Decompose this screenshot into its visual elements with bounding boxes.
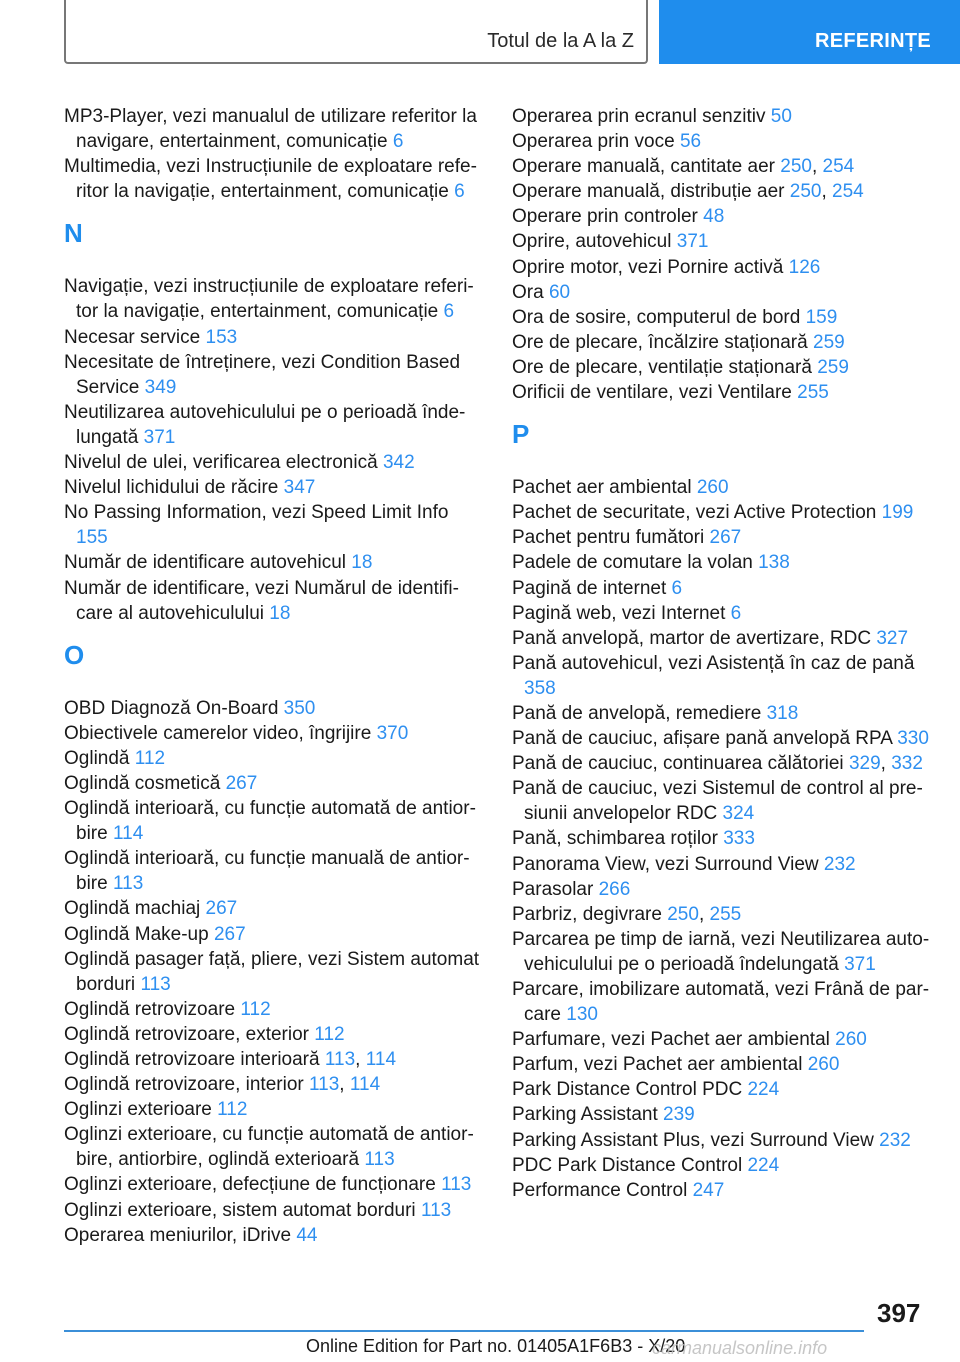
page-reference-link[interactable]: 332 [891,753,923,775]
index-entry-term: Oglindă [64,747,130,769]
page-reference-link[interactable]: 159 [805,306,838,328]
page-reference-link[interactable]: 254 [832,181,864,203]
index-entry-term: Oglindă Make-up [64,923,209,945]
page-reference-link[interactable]: 342 [382,452,415,474]
index-entry-term: MP3-Player, vezi manualul de utilizare referitor la navigare, entertainment, comunicație [64,106,477,153]
index-entry [64,475,484,500]
index-entry [512,280,932,305]
index-entry [64,721,484,746]
index-entry-term: Oglindă interioară, cu funcție manuală de antior‐bire [64,848,470,895]
page-reference-link[interactable]: 224 [747,1079,780,1101]
index-entry-term: Padele de comutare la volan [512,552,753,574]
page-reference-link[interactable]: 60 [548,281,571,303]
index-entry [64,922,484,947]
page-reference-link[interactable]: 155 [76,527,108,549]
page-reference-link[interactable]: 130 [566,1004,598,1026]
index-entry [512,1077,932,1102]
index-entry-term: Obiectivele camerelor video, îngrijire [64,722,372,744]
index-entry-term: Parasolar [512,878,594,900]
index-entry-term: Oglindă pasager față, pliere, vezi Sistem automat borduri [64,948,480,995]
page-reference-link[interactable]: 6 [392,131,404,153]
index-entry [64,1097,484,1122]
index-entry [64,400,484,450]
watermark: carmanualsonline.info [652,1338,828,1358]
index-entry-term: Parfumare, vezi Pachet aer ambiental [512,1029,830,1051]
index-entry [512,701,932,726]
index-entry [512,977,932,1027]
page-reference-link[interactable]: 267 [213,923,246,945]
index-entry-term: Oglinzi exterioare, sistem automat borduri [64,1199,416,1221]
index-entry-term: Oprire motor, vezi Pornire activă [512,256,784,278]
page-reference-link[interactable]: 267 [709,527,742,549]
index-entry-term: Nivelul lichidului de răcire [64,477,279,499]
index-entry [512,927,932,977]
page-reference-link[interactable]: 6 [730,602,742,624]
index-entry-term: Număr de identificare, vezi Numărul de identifi‐care al autovehiculului [64,577,459,624]
page-reference-link[interactable]: 114 [349,1074,381,1096]
index-entry-term: Oglindă interioară, cu funcție automată de antior‐bire [64,798,476,845]
index-entry [64,325,484,350]
page-reference-link[interactable]: 254 [822,156,855,178]
page-reference-link[interactable]: 267 [205,898,238,920]
page-reference-link[interactable]: 113 [309,1074,340,1096]
section-tab-label: Totul de la A la Z [487,30,634,52]
index-letter-heading: N [64,218,83,249]
index-entry-term: Operare prin controler [512,206,698,228]
index-entry-term: Pagină web, vezi Internet [512,602,726,624]
index-entry-term: PDC Park Distance Control [512,1154,743,1176]
page-reference-link[interactable]: 255 [709,903,742,925]
index-entry-term: Oglindă cosmetică [64,772,221,794]
index-entry-term: Parbriz, degivrare [512,903,662,925]
page-reference-link[interactable]: 112 [314,1023,345,1045]
index-entry [64,746,484,771]
index-entry [64,350,484,400]
page-reference-link[interactable]: 255 [797,382,829,404]
index-entry-term: Pagină de internet [512,577,667,599]
page-reference-link[interactable]: 327 [876,627,909,649]
page-reference-link[interactable]: 6 [671,577,683,599]
index-entry-term: Oprire, autovehicul [512,231,672,253]
index-entry-term: OBD Diagnoză On-Board [64,697,279,719]
index-letter-heading: P [512,419,530,450]
index-entry [512,550,932,575]
page-reference-link[interactable]: 371 [143,426,176,448]
page-reference-link[interactable]: 44 [296,1224,318,1246]
page-reference-link[interactable]: 18 [351,552,373,574]
index-entry-term: No Passing Information, vezi Speed Limit Info [64,502,449,524]
index-entry-term: Operarea meniurilor, iDrive [64,1224,292,1246]
index-entry [512,355,932,380]
index-entry [512,626,932,651]
page-reference-link[interactable]: 358 [524,677,556,699]
index-entry: Operare manuală, cantitate aer 250, 254 [512,156,855,178]
page-reference-link[interactable]: 370 [376,722,409,744]
page-reference-link[interactable]: 48 [703,206,725,228]
index-entry [512,1128,932,1153]
page-reference-link[interactable]: 260 [696,477,729,499]
index-entry-term: Performance Control [512,1179,688,1201]
index-entry-term: Neutilizarea autovehiculului pe o perioadă înde‐lungată [64,401,466,448]
page-reference-link[interactable]: 232 [879,1129,911,1151]
page-reference-link[interactable]: 349 [144,376,177,398]
page-reference-link[interactable]: 224 [747,1154,780,1176]
page-reference-link[interactable]: 113 [364,1149,395,1171]
index-entry-term: Pană, schimbarea roților [512,828,718,850]
index-entry [64,1198,484,1223]
index-entry [512,1027,932,1052]
index-entry [64,796,484,846]
edition-note: Online Edition for Part no. 01405A1F6B3 - X/20 [306,1336,686,1356]
page-reference-link[interactable]: 113 [324,1049,356,1070]
section-tab[interactable] [64,0,648,64]
page-reference-link[interactable]: 329 [848,753,881,775]
index-entry [512,852,932,877]
index-entry-term: Parking Assistant Plus, vezi Surround View [512,1129,874,1151]
index-entry [512,380,932,405]
page-reference-link[interactable]: 267 [225,772,258,794]
index-entry-term: Ora [512,281,544,303]
index-entry [512,1153,932,1178]
index-entry [64,274,484,324]
index-column-left [64,104,484,1248]
index-entry [512,601,932,626]
index-entry [512,525,932,550]
index-entry-term: Operarea prin ecranul senzitiv [512,106,766,127]
index-entry [512,500,932,525]
index-entry-term: Necesar service [64,326,201,348]
index-entry-term: Oglindă machiaj [64,898,201,920]
index-entry [64,997,484,1022]
page-reference-link[interactable]: 138 [758,552,790,574]
index-entry-term: Oglinzi exterioare, cu funcție automată de antior‐bire, antiorbire, oglindă exterioară [64,1124,474,1171]
page-reference-link[interactable]: 318 [766,702,799,724]
page-reference-link[interactable]: 126 [788,256,821,278]
index-entry-term: Număr de identificare autovehicul [64,552,346,574]
index-entry: Pană de cauciuc, continuarea călătoriei 329, 332 [512,753,923,775]
index-entry [512,204,932,229]
index-entry [512,129,932,154]
index-entry: Oglindă retrovizoare interioară 113, 114 [64,1049,397,1070]
index-entry-term: Pană de cauciuc, afișare pană anvelopă RPA [512,728,892,750]
index-entry [64,104,484,154]
page-reference-link[interactable]: 232 [823,853,856,875]
index-entry-term: Panorama View, vezi Surround View [512,853,819,875]
page-reference-link[interactable]: 371 [676,231,709,253]
index-entry-term: Navigație, vezi instrucțiunile de exploatare referi‐tor la navigație, entertainment, comunicație [64,276,474,323]
index-entry [64,1122,484,1172]
index-column-right [512,104,932,1203]
page-number: 397 [877,1298,921,1328]
index-entry [64,1223,484,1248]
index-entry [512,576,932,601]
index-entry [64,576,484,626]
index-entry [64,450,484,475]
index-entry-term: Operarea prin voce [512,131,675,153]
index-entry-term: Pană de cauciuc, vezi Sistemul de control al pre‐siunii anvelopelor RDC [512,778,923,825]
index-entry: Operare manuală, distribuție aer 250, 254 [512,181,864,203]
index-entry-term: Operare manuală, distribuție aer [512,181,785,203]
index-entry [64,500,484,550]
page-reference-link[interactable]: 199 [881,502,914,524]
page-reference-link[interactable]: 347 [283,477,316,499]
index-entry-term: Oglindă retrovizoare interioară [64,1049,320,1070]
page-reference-link[interactable]: 112 [240,998,271,1020]
page-reference-link[interactable]: 371 [844,953,876,975]
index-entry-term: Multimedia, vezi Instrucțiunile de exploatare refe‐ritor la navigație, entertainment, comunicație [64,156,477,203]
index-letter-heading: O [64,639,85,670]
index-entry-term: Pană autovehicul, vezi Asistență în caz de pană [512,652,915,674]
index-entry-term: Oglindă retrovizoare [64,998,236,1020]
page-reference-link[interactable]: 113 [140,973,171,995]
page-reference-link[interactable]: 260 [807,1054,840,1076]
index-entry-term: Oglinzi exterioare, defecțiune de funcționare [64,1174,436,1196]
index-entry [512,1052,932,1077]
index-entry-term: Oglinzi exterioare [64,1099,212,1121]
page-reference-link[interactable]: 333 [723,828,755,850]
index-entry [64,1172,484,1197]
page-reference-link[interactable]: 114 [365,1049,397,1070]
index-entry [512,104,932,129]
footer-divider [64,1330,864,1332]
index-entry-term: Pană de anvelopă, remediere [512,702,762,724]
page-reference-link[interactable]: 266 [598,878,631,900]
page-reference-link[interactable]: 259 [817,356,849,378]
index-entry [64,154,484,204]
index-entry-term: Ore de plecare, încălzire staționară [512,331,808,353]
index-entry-term: Ore de plecare, ventilație staționară [512,356,812,378]
index-entry [512,651,932,701]
index-entry [64,771,484,796]
index-entry [512,305,932,330]
index-entry-term: Operare manuală, cantitate aer [512,156,775,178]
page-reference-link[interactable]: 153 [205,326,238,348]
page-reference-link[interactable]: 250 [780,156,812,178]
page-reference-link[interactable]: 113 [441,1174,472,1196]
index-entry-term: Pană anvelopă, martor de avertizare, RDC [512,627,872,649]
page-reference-link[interactable]: 350 [283,697,316,719]
page-reference-link[interactable]: 324 [722,803,755,825]
index-entry-term: Parfum, vezi Pachet aer ambiental [512,1054,803,1076]
index-entry-term: Parcare, imobilizare automată, vezi Frână de par‐care [512,979,930,1026]
index-entry-term: Oglindă retrovizoare, exterior [64,1023,309,1045]
index-entry [512,776,932,826]
page-reference-link[interactable]: 114 [112,823,144,845]
page-reference-link[interactable]: 250 [789,181,822,203]
index-entry [512,1102,932,1127]
index-entry [512,255,932,280]
index-entry [512,330,932,355]
index-entry [64,696,484,721]
index-entry-term: Pachet pentru fumători [512,527,705,549]
page-reference-link[interactable]: 247 [692,1179,725,1201]
page-reference-link[interactable]: 6 [443,301,455,323]
index-entry-term: Necesitate de întreținere, vezi Condition Based Service [64,351,461,398]
chapter-tab[interactable] [659,0,960,64]
index-entry-term: Parcarea pe timp de iarnă, vezi Neutilizarea auto‐vehiculului pe o perioadă îndelungată [512,928,930,975]
index-entry [512,826,932,851]
index-entry [512,1178,932,1203]
page-reference-link[interactable]: 330 [897,728,929,750]
index-entry-term: Oglindă retrovizoare, interior [64,1074,304,1096]
index-entry [512,229,932,254]
page-reference-link[interactable]: 113 [112,873,144,895]
page-reference-link[interactable]: 112 [134,747,166,769]
index-entry [64,896,484,921]
index-entry [64,846,484,896]
index-entry [64,1022,484,1047]
index-entry [512,877,932,902]
index-entry-term: Pachet de securitate, vezi Active Protection [512,502,877,524]
page-reference-link[interactable]: 6 [454,181,465,203]
index-entry-term: Pachet aer ambiental [512,477,692,499]
chapter-tab-label: REFERINȚE [815,30,932,52]
index-entry-term: Orificii de ventilare, vezi Ventilare [512,382,792,404]
index-entry-term: Park Distance Control PDC [512,1079,743,1101]
page-reference-link[interactable]: 259 [813,331,845,353]
index-entry [64,947,484,997]
index-entry-term: Ora de sosire, computerul de bord [512,306,801,328]
index-entry-term: Nivelul de ulei, verificarea electronică [64,452,378,474]
page-reference-link[interactable]: 113 [420,1199,452,1221]
index-entry [64,550,484,575]
index-entry: Parbriz, degivrare 250, 255 [512,903,742,925]
page-reference-link[interactable]: 18 [269,602,291,624]
index-entry-term: Pană de cauciuc, continuarea călătoriei [512,753,844,775]
page-reference-link[interactable]: 250 [667,903,699,925]
index-entry [512,726,932,751]
index-entry: Oglindă retrovizoare, interior 113, 114 [64,1074,381,1096]
index-entry-term: Parking Assistant [512,1104,658,1126]
page-reference-link[interactable]: 50 [770,106,792,127]
page-reference-link[interactable]: 239 [663,1104,695,1126]
page-reference-link[interactable]: 112 [217,1099,248,1121]
page-reference-link[interactable]: 56 [679,131,702,153]
index-entry [512,475,932,500]
page-reference-link[interactable]: 260 [835,1029,867,1051]
